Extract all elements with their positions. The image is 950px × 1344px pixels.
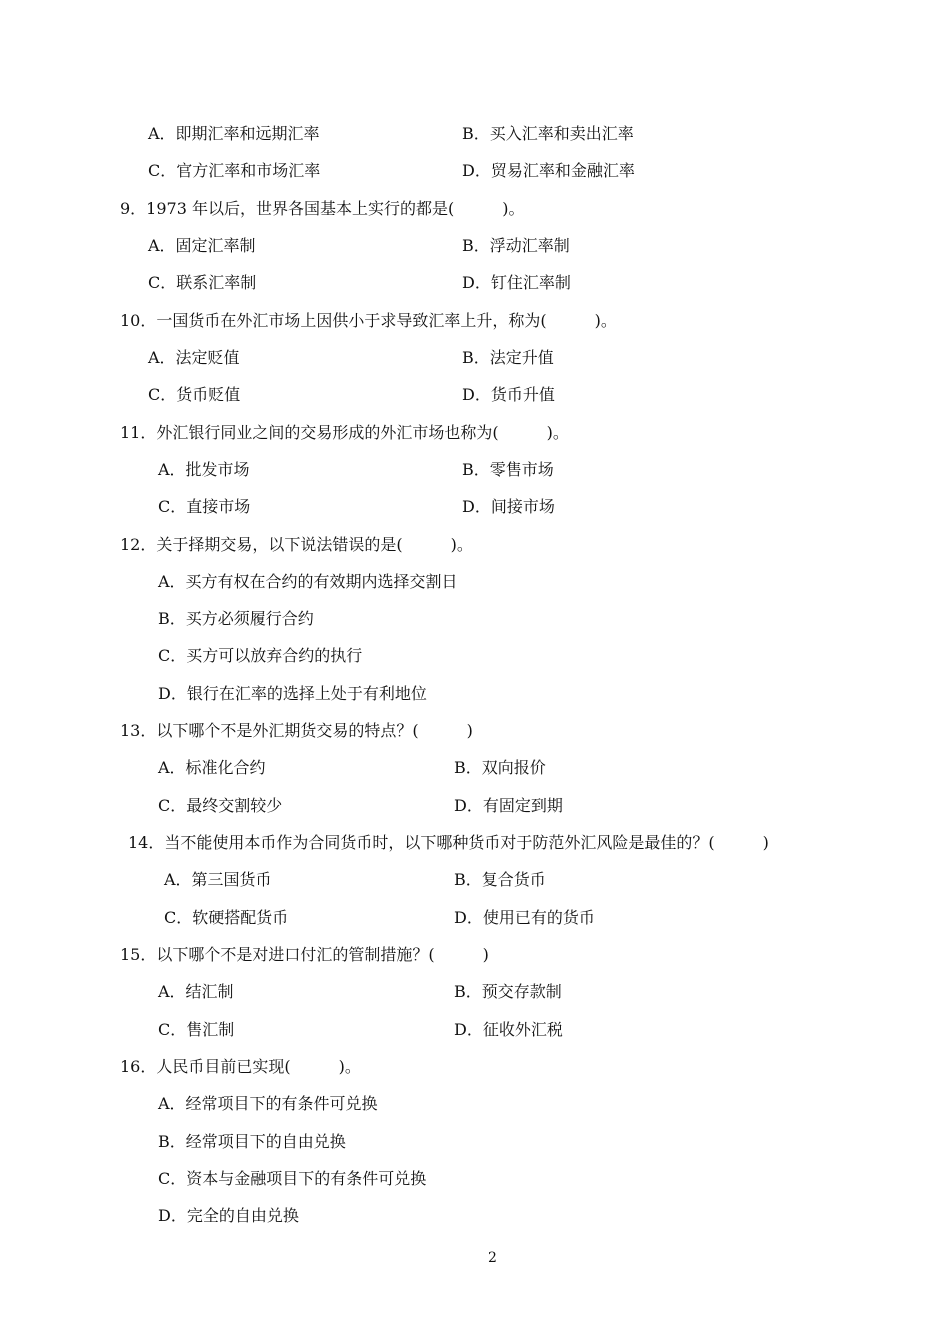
option-11c: C．直接市场 xyxy=(158,497,251,516)
option-14c: C．软硬搭配货币 xyxy=(164,908,289,927)
option-14b: B．复合货币 xyxy=(454,870,546,889)
option-15d: D．征收外汇税 xyxy=(454,1020,563,1039)
option-13d: D．有固定到期 xyxy=(454,796,563,815)
option-14a: A．第三国货币 xyxy=(164,870,272,889)
option-13c: C．最终交割较少 xyxy=(158,796,283,815)
option-10a: A．法定贬值 xyxy=(148,348,240,367)
question-14: 14．当不能使用本币作为合同货币时，以下哪种货币对于防范外汇风险是最佳的？( ) xyxy=(128,833,769,852)
option-9a: A．固定汇率制 xyxy=(148,236,256,255)
option-9c: C．联系汇率制 xyxy=(148,273,257,292)
option-12a: A．买方有权在合约的有效期内选择交割日 xyxy=(158,572,458,591)
question-12: 12．关于择期交易，以下说法错误的是( )。 xyxy=(120,535,473,554)
question-16: 16．人民币目前已实现( )。 xyxy=(120,1057,361,1076)
option-11b: B．零售市场 xyxy=(462,460,554,479)
question-10: 10．一国货币在外汇市场上因供小于求导致汇率上升，称为( )。 xyxy=(120,311,617,330)
question-9: 9．1973 年以后，世界各国基本上实行的都是( )。 xyxy=(120,199,525,218)
option-12c: C．买方可以放弃合约的执行 xyxy=(158,646,363,665)
question-13: 13．以下哪个不是外汇期货交易的特点？( ) xyxy=(120,721,473,740)
option-16d: D．完全的自由兑换 xyxy=(158,1206,299,1225)
option-10c: C．货币贬值 xyxy=(148,385,241,404)
option-16c: C．资本与金融项目下的有条件可兑换 xyxy=(158,1169,427,1188)
option-15b: B．预交存款制 xyxy=(454,982,562,1001)
option-13b: B．双向报价 xyxy=(454,758,546,777)
question-15: 15．以下哪个不是对进口付汇的管制措施？( ) xyxy=(120,945,489,964)
page-number: 2 xyxy=(488,1250,497,1266)
option-12d: D．银行在汇率的选择上处于有利地位 xyxy=(158,684,427,703)
option-9b: B．浮动汇率制 xyxy=(462,236,570,255)
option-16a: A．经常项目下的有条件可兑换 xyxy=(158,1094,378,1113)
option-8d: D．贸易汇率和金融汇率 xyxy=(462,161,635,180)
option-8b: B．买入汇率和卖出汇率 xyxy=(462,124,634,143)
option-11d: D．间接市场 xyxy=(462,497,555,516)
option-10d: D．货币升值 xyxy=(462,385,555,404)
option-9d: D．钉住汇率制 xyxy=(462,273,571,292)
option-15a: A．结汇制 xyxy=(158,982,234,1001)
option-16b: B．经常项目下的自由兑换 xyxy=(158,1132,346,1151)
option-8c: C．官方汇率和市场汇率 xyxy=(148,161,321,180)
option-12b: B．买方必须履行合约 xyxy=(158,609,314,628)
option-15c: C．售汇制 xyxy=(158,1020,235,1039)
option-14d: D．使用已有的货币 xyxy=(454,908,595,927)
option-8a: A．即期汇率和远期汇率 xyxy=(148,124,320,143)
option-13a: A．标准化合约 xyxy=(158,758,266,777)
option-11a: A．批发市场 xyxy=(158,460,250,479)
option-10b: B．法定升值 xyxy=(462,348,554,367)
question-11: 11．外汇银行同业之间的交易形成的外汇市场也称为( )。 xyxy=(120,423,569,442)
